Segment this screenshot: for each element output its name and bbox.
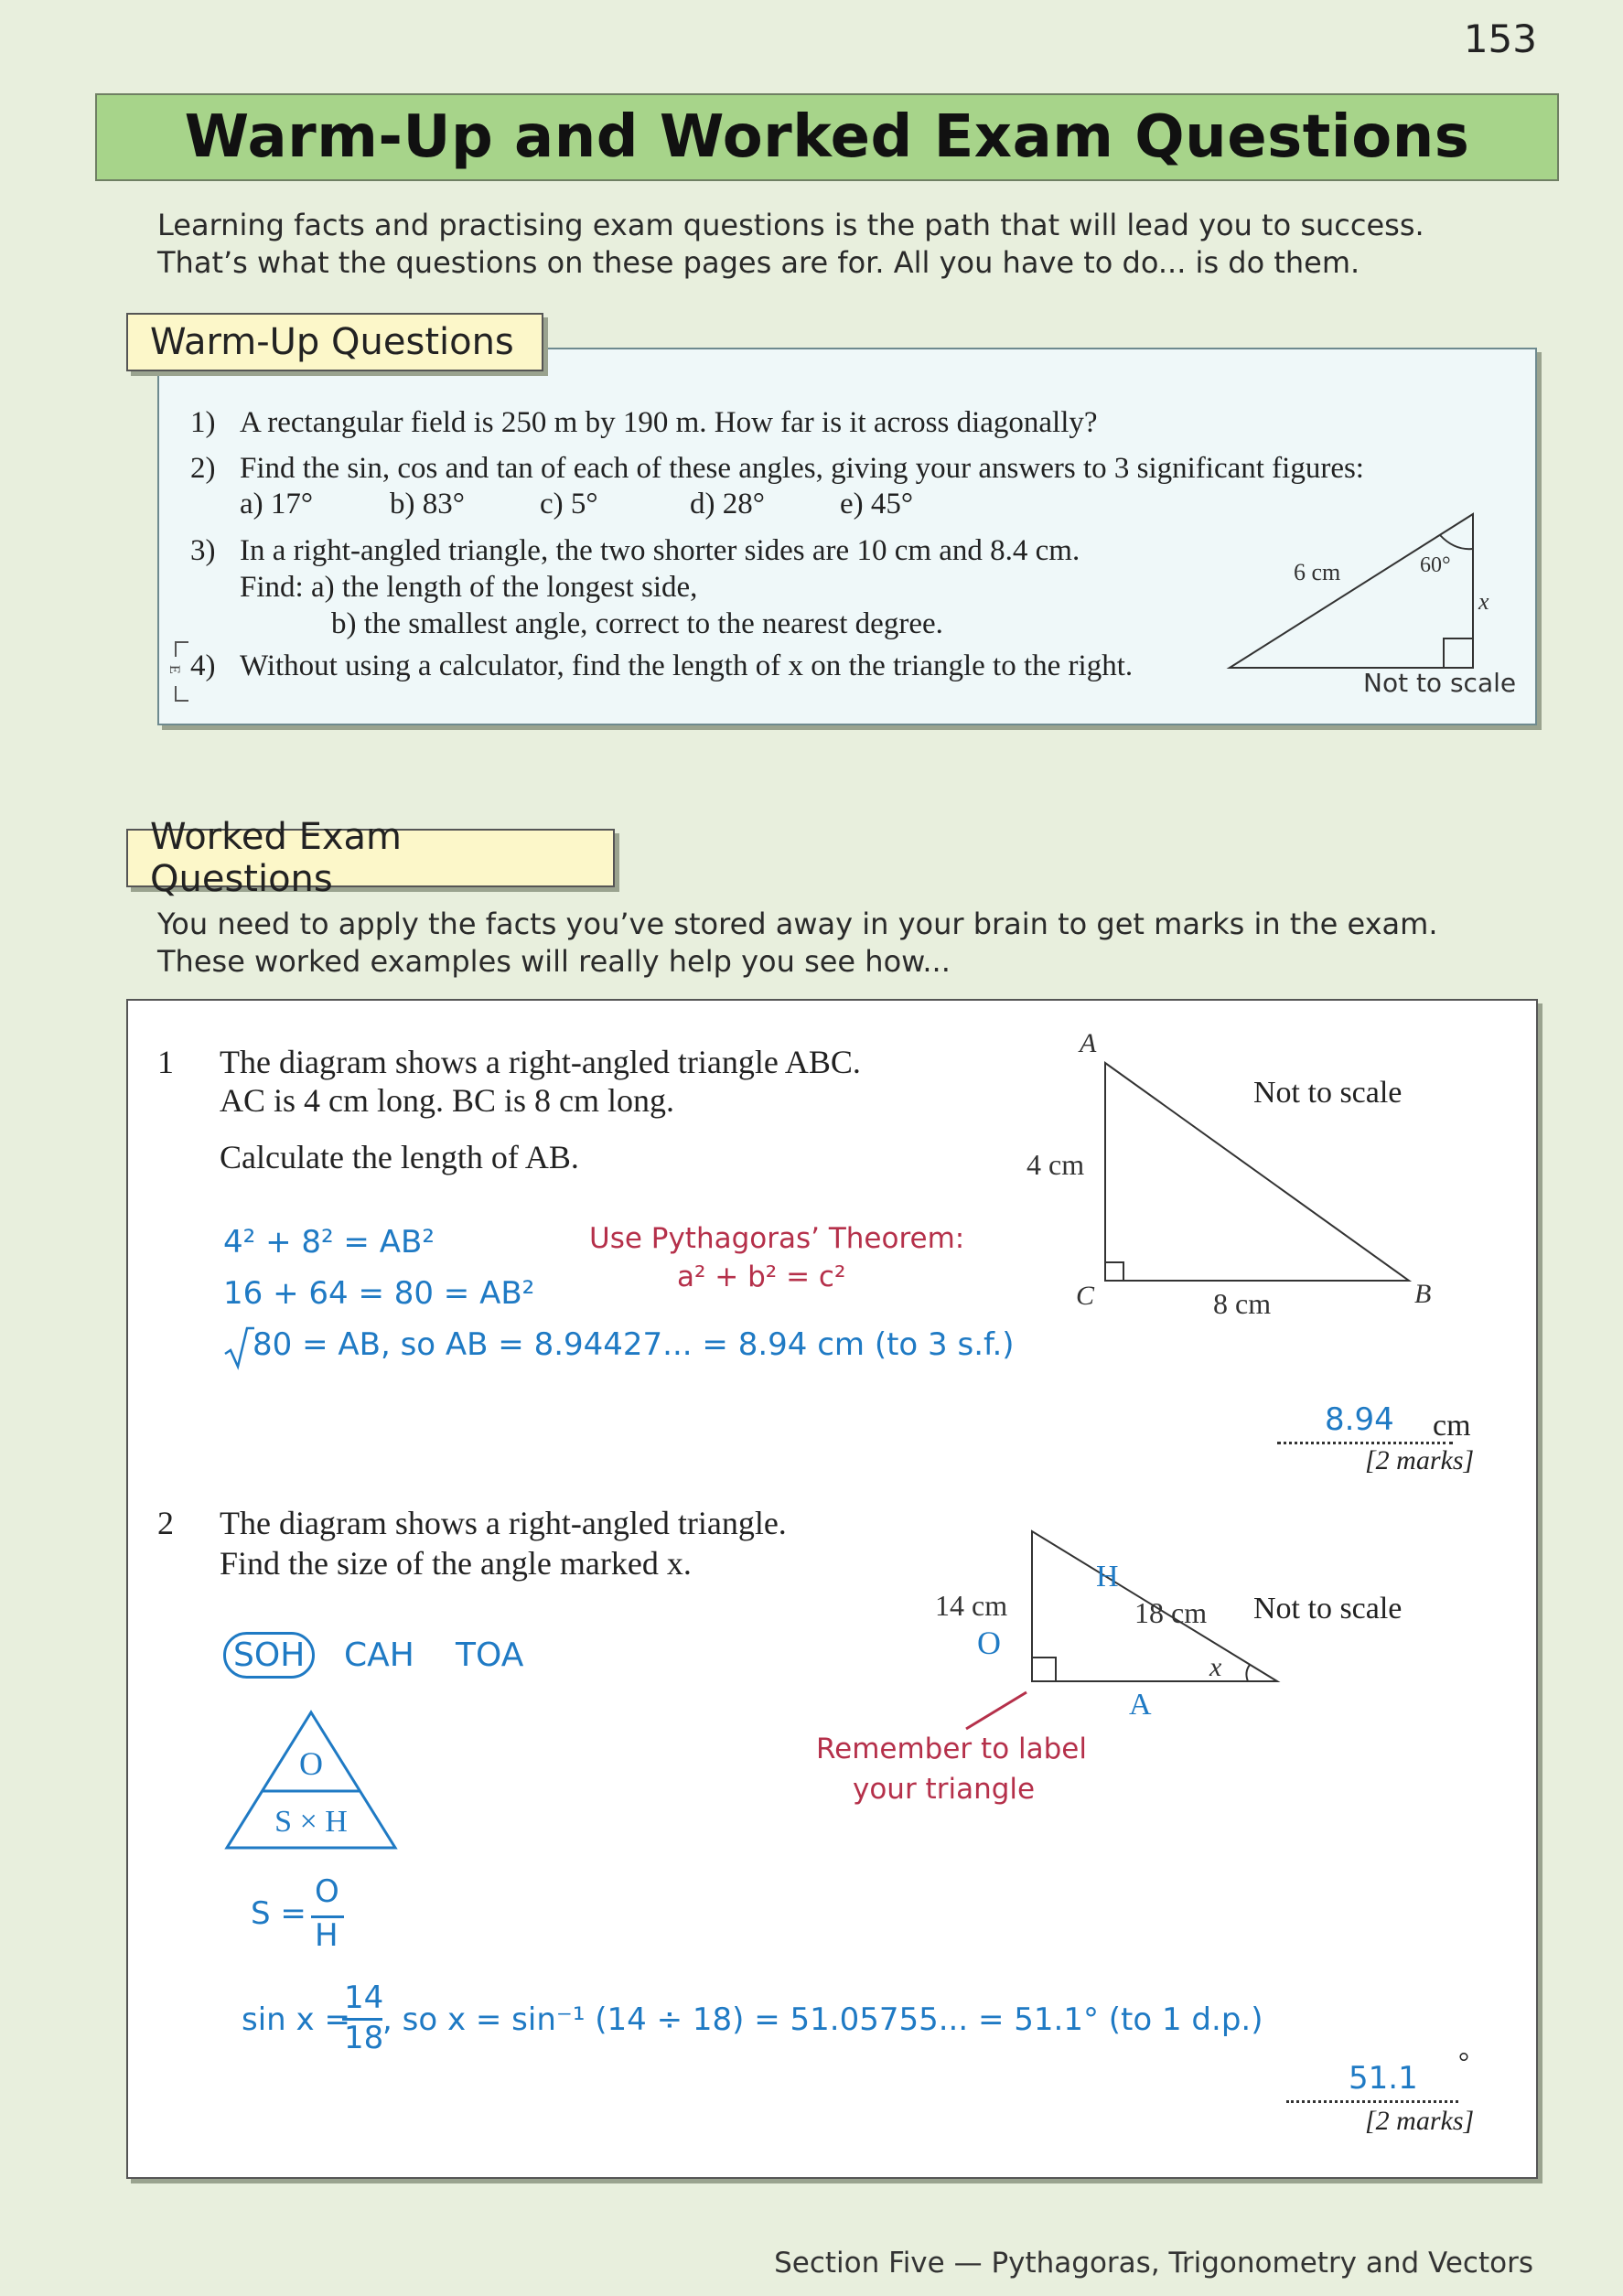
right-angle-mark [1444,638,1473,668]
worked-q1-line-2: AC is 4 cm long. BC is 8 cm long. [220,1082,675,1119]
vertex-b-label: B [1414,1279,1432,1309]
worked-q2-answer: 51.1 [1349,2060,1418,2097]
warmup-q2-text: Find the sin, cos and tan of each of these angles, giving your answers to 3 significant figures: [240,452,1364,485]
worked-q2-line-2: Find the size of the angle marked x. [220,1545,692,1582]
s-fraction-numerator: O [315,1873,339,1910]
worked-q2-note-1: Remember to label [816,1733,1087,1765]
warmup-not-to-scale: Not to scale [1363,668,1517,698]
worked-q2-unit: ° [1458,2047,1469,2077]
sin-fraction-denominator: 18 [344,2020,384,2056]
right-angle-mark [1105,1262,1123,1281]
title-banner [95,93,1559,181]
warmup-q3-text: In a right-angled triangle, the two shorter sides are 10 cm and 8.4 cm. [240,534,1080,567]
worked-q1-num: 1 [157,1044,174,1080]
worked-q1-unit: cm [1433,1409,1471,1443]
worked-q1-not-to-scale: Not to scale [1253,1076,1403,1110]
warmup-side-label: 6 cm [1294,559,1341,585]
worked-q2-marks: [2 marks] [1365,2106,1475,2136]
intro-text [157,207,1424,282]
square-root-icon [223,1325,254,1368]
warmup-q2-part-e: e) 45° [840,488,914,520]
soh-triangle-top: O [299,1745,323,1782]
angle-arc [1440,535,1473,549]
warmup-x-label: x [1478,588,1489,615]
opposite-length-label: 14 cm [935,1589,1008,1622]
angle-x-label: x [1209,1652,1222,1682]
pointer-line [961,1689,1034,1734]
worked-q1-note-1: Use Pythagoras’ Theorem: [589,1222,965,1255]
section-footer: Section Five — Pythagoras, Trigonometry and Vectors [774,2247,1533,2280]
warmup-triangle [1230,514,1473,668]
exam-badge-letter: E [167,665,182,674]
warmup-q1-text: A rectangular field is 250 m by 190 m. How far is it across diagonally? [240,406,1098,439]
warmup-q2-part-d: d) 28° [690,488,765,520]
worked-q1-triangle-diagram [1006,1025,1464,1320]
warmup-q4-num: 4) [190,649,216,682]
vertex-a-label: A [1080,1028,1097,1058]
page-number: 153 [1463,16,1537,61]
s-equals-label: S = [251,1895,306,1932]
s-fraction-denominator: H [315,1917,339,1954]
worked-q1-step-1: 4² + 8² = AB² [223,1224,435,1261]
opposite-o-label: O [977,1625,1001,1661]
right-angle-mark [1032,1658,1056,1681]
warmup-q1-num: 1) [190,406,216,439]
soh-triangle-bottom: S × H [274,1805,348,1839]
page-title: Warm-Up and Worked Exam Questions [184,103,1470,171]
worked-intro-line-2: These worked examples will really help you see how... [157,944,951,979]
hypotenuse-length-label: 18 cm [1134,1596,1208,1629]
worked-q1-line-3: Calculate the length of AB. [220,1139,579,1175]
worked-heading-tab [126,816,615,900]
soh-circled: SOH [223,1632,315,1679]
warmup-q4-text: Without using a calculator, find the length of x on the triangle to the right. [240,649,1134,682]
warmup-q3-find-a: Find: a) the length of the longest side, [240,571,698,604]
warmup-q3-num: 3) [190,534,216,567]
warmup-q3-find-b: b) the smallest angle, correct to the nearest degree. [331,607,943,640]
worked-q2-note-2: your triangle [853,1773,1036,1806]
vertex-c-label: C [1076,1281,1095,1311]
worked-heading: Worked Exam Questions [150,816,402,900]
warmup-q2-part-b: b) 83° [390,488,465,520]
warmup-q2-part-c: c) 5° [540,488,598,520]
soh-triangle-icon [223,1709,399,1851]
side-bc-label: 8 cm [1213,1287,1272,1320]
sin-fraction-numerator: 14 [344,1979,384,2016]
worked-q2-solution: , so x = sin⁻¹ (14 ÷ 18) = 51.05755... = 51.1° (to 1 d.p.) [382,2001,1263,2038]
warmup-q2-num: 2) [190,452,216,485]
intro-line-1: Learning facts and practising exam questions is the path that will lead you to success. [157,208,1424,242]
worked-q2-num: 2 [157,1505,174,1541]
worked-q1-step-2: 16 + 64 = 80 = AB² [223,1275,535,1312]
hypotenuse-h-label: H [1096,1560,1119,1593]
sin-x-label: sin x = [242,2001,350,2038]
warmup-heading-tab [126,313,543,371]
cah-label: CAH [344,1636,414,1674]
worked-q1-step-3: 80 = AB, so AB = 8.94427... = 8.94 cm (to 3 s.f.) [253,1326,1015,1363]
worked-intro-line-1: You need to apply the facts you’ve stored away in your brain to get marks in the exam. [157,907,1438,941]
worked-q1-line-1: The diagram shows a right-angled triangle ABC. [220,1044,861,1080]
warmup-angle-label: 60° [1420,553,1451,577]
toa-label: TOA [456,1636,524,1674]
warmup-heading: Warm-Up Questions [150,321,514,363]
side-ac-label: 4 cm [1026,1148,1085,1181]
adjacent-a-label: A [1129,1688,1152,1722]
worked-q1-answer: 8.94 [1325,1401,1394,1438]
warmup-q2-part-a: a) 17° [240,488,314,520]
angle-x-arc [1246,1665,1250,1681]
worked-q1-marks: [2 marks] [1365,1445,1475,1475]
worked-intro [157,906,1438,981]
worked-q2-line-1: The diagram shows a right-angled triangle. [220,1505,787,1541]
worked-q2-not-to-scale: Not to scale [1253,1592,1403,1625]
worked-q1-note-2: a² + b² = c² [677,1261,846,1293]
intro-line-2: That’s what the questions on these pages are for. All you have to do... is do them. [157,245,1360,280]
